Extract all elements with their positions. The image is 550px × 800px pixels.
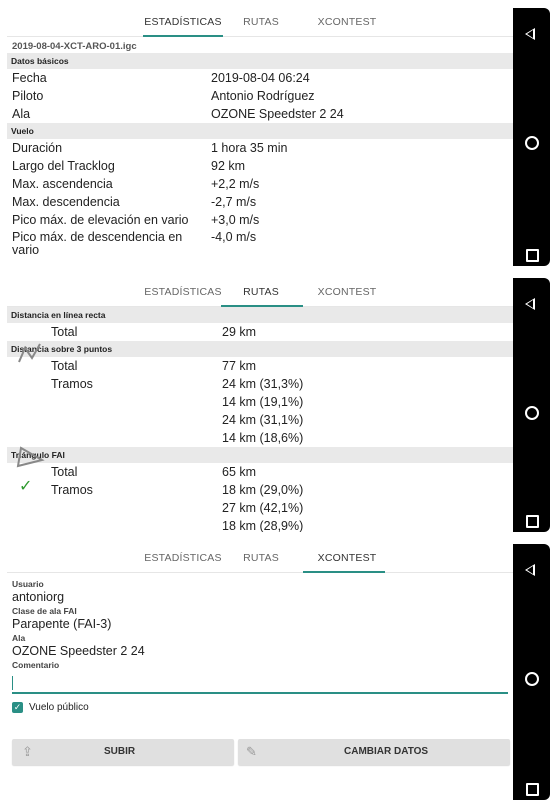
- tab-bar: [7, 278, 513, 307]
- home-icon[interactable]: [525, 672, 539, 686]
- stat-row: [7, 105, 513, 123]
- route-value: 14 km (19,1%): [222, 395, 304, 409]
- stat-label: Fecha: [12, 71, 47, 85]
- wing-class-value: Parapente (FAI-3): [12, 617, 112, 631]
- route-value: 29 km: [222, 325, 257, 339]
- stat-label: Largo del Tracklog: [12, 159, 115, 173]
- recent-apps-icon[interactable]: [526, 783, 539, 796]
- statistics-screen: [0, 0, 550, 266]
- route-label: Total: [51, 359, 78, 373]
- route-value: 14 km (18,6%): [222, 431, 304, 445]
- routes-screen: [0, 270, 550, 532]
- back-icon[interactable]: [525, 564, 535, 576]
- comment-label: Comentario: [12, 660, 60, 670]
- tab-xcontest[interactable]: XCONTEST: [317, 286, 377, 298]
- route-row: [7, 323, 513, 341]
- route-label: Tramos: [51, 483, 93, 497]
- stat-label: Piloto: [12, 89, 44, 103]
- upload-button[interactable]: [12, 739, 234, 765]
- user-label: Usuario: [12, 579, 44, 589]
- stat-value: +3,0 m/s: [211, 213, 260, 227]
- tab-bar: [7, 8, 513, 37]
- tab-bar: [7, 544, 513, 573]
- route-row: [7, 393, 513, 411]
- route-value: 27 km (42,1%): [222, 501, 304, 515]
- route-label: Total: [51, 325, 78, 339]
- route-value: 24 km (31,1%): [222, 413, 304, 427]
- route-value: 18 km (29,0%): [222, 483, 304, 497]
- section-three-points: Distancia sobre 3 puntos: [7, 341, 513, 357]
- route-row: [7, 481, 513, 499]
- stat-value: 1 hora 35 min: [211, 141, 288, 155]
- stat-value: +2,2 m/s: [211, 177, 260, 191]
- public-flight-row: [7, 700, 513, 720]
- system-nav-bar: [513, 278, 550, 532]
- section-flight: Vuelo: [7, 123, 513, 139]
- stat-label: Max. descendencia: [12, 195, 120, 209]
- stat-label: Duración: [12, 141, 63, 155]
- tab-statistics[interactable]: ESTADÍSTICAS: [144, 286, 222, 298]
- wing-value: OZONE Speedster 2 24: [12, 644, 145, 658]
- change-data-button-label: CAMBIAR DATOS: [344, 746, 429, 757]
- stat-value: -4,0 m/s: [211, 230, 257, 244]
- recent-apps-icon[interactable]: [526, 515, 539, 528]
- routes-content: [7, 278, 513, 532]
- route-value: 18 km (28,9%): [222, 519, 304, 532]
- stat-row: [7, 193, 513, 211]
- tab-routes[interactable]: RUTAS: [243, 16, 279, 28]
- section-straight-distance: Distancia en línea recta: [7, 307, 513, 323]
- tab-xcontest[interactable]: XCONTEST: [317, 16, 377, 28]
- stat-value: 92 km: [211, 159, 246, 173]
- stat-label: Ala: [12, 107, 31, 121]
- home-icon[interactable]: [525, 136, 539, 150]
- stat-value: -2,7 m/s: [211, 195, 257, 209]
- stat-label: Pico máx. de descendencia en vario: [12, 230, 183, 257]
- route-row: [7, 517, 513, 532]
- tab-routes[interactable]: RUTAS: [243, 286, 279, 298]
- section-fai-triangle: Triángulo FAI: [7, 447, 513, 463]
- stat-value: OZONE Speedster 2 24: [211, 107, 344, 121]
- stat-row: [7, 87, 513, 105]
- stat-row: [7, 229, 513, 259]
- public-flight-label: Vuelo público: [29, 702, 89, 713]
- stat-value: Antonio Rodríguez: [211, 89, 315, 103]
- tab-statistics[interactable]: ESTADÍSTICAS: [144, 552, 222, 564]
- route-label: Tramos: [51, 377, 93, 391]
- stat-row: [7, 69, 513, 87]
- section-basic-data: Datos básicos: [7, 53, 513, 69]
- stat-label: Pico máx. de elevación en vario: [12, 213, 189, 227]
- wrench-icon: ✎: [246, 744, 257, 759]
- stat-label: Max. ascendencia: [12, 177, 113, 191]
- back-icon[interactable]: [525, 28, 535, 40]
- home-icon[interactable]: [525, 406, 539, 420]
- route-value: 24 km (31,3%): [222, 377, 304, 391]
- recent-apps-icon[interactable]: [526, 249, 539, 262]
- tab-statistics[interactable]: ESTADÍSTICAS: [144, 16, 222, 28]
- stat-value: 2019-08-04 06:24: [211, 71, 310, 85]
- system-nav-bar: [513, 8, 550, 266]
- stat-row: [7, 175, 513, 193]
- route-row: [7, 499, 513, 517]
- change-data-button[interactable]: [238, 739, 510, 765]
- route-row: [7, 429, 513, 447]
- wing-label: Ala: [12, 633, 26, 643]
- tab-indicator: [221, 305, 303, 307]
- wing-class-label: Clase de ala FAI: [12, 606, 77, 616]
- upload-button-label: SUBIR: [104, 746, 136, 757]
- route-label: Total: [51, 465, 78, 479]
- comment-input[interactable]: [12, 674, 508, 694]
- zigzag-route-icon: [17, 342, 43, 364]
- upload-icon: ⇪: [22, 744, 33, 759]
- text-caret: [12, 676, 13, 690]
- system-nav-bar: [513, 544, 550, 800]
- public-flight-checkbox[interactable]: ✓: [13, 702, 22, 712]
- route-value: 65 km: [222, 465, 257, 479]
- route-row: [7, 357, 513, 375]
- tab-routes[interactable]: RUTAS: [243, 552, 279, 564]
- xcontest-content: [7, 544, 513, 800]
- stat-row: [7, 211, 513, 229]
- route-row: [7, 411, 513, 429]
- stat-row: [7, 139, 513, 157]
- tab-xcontest[interactable]: XCONTEST: [317, 552, 377, 564]
- stat-row: [7, 157, 513, 175]
- checkmark-icon: ✓: [19, 478, 33, 495]
- track-filename: 2019-08-04-XCT-ARO-01.igc: [12, 41, 137, 52]
- user-value: antoniorg: [12, 590, 65, 604]
- tab-indicator: [143, 35, 223, 37]
- route-row: [7, 375, 513, 393]
- back-icon[interactable]: [525, 298, 535, 310]
- tab-indicator: [303, 571, 385, 573]
- xcontest-screen: [0, 536, 550, 800]
- route-row: [7, 463, 513, 481]
- triangle-route-icon: [15, 446, 45, 468]
- statistics-content: [7, 8, 513, 266]
- route-value: 77 km: [222, 359, 257, 373]
